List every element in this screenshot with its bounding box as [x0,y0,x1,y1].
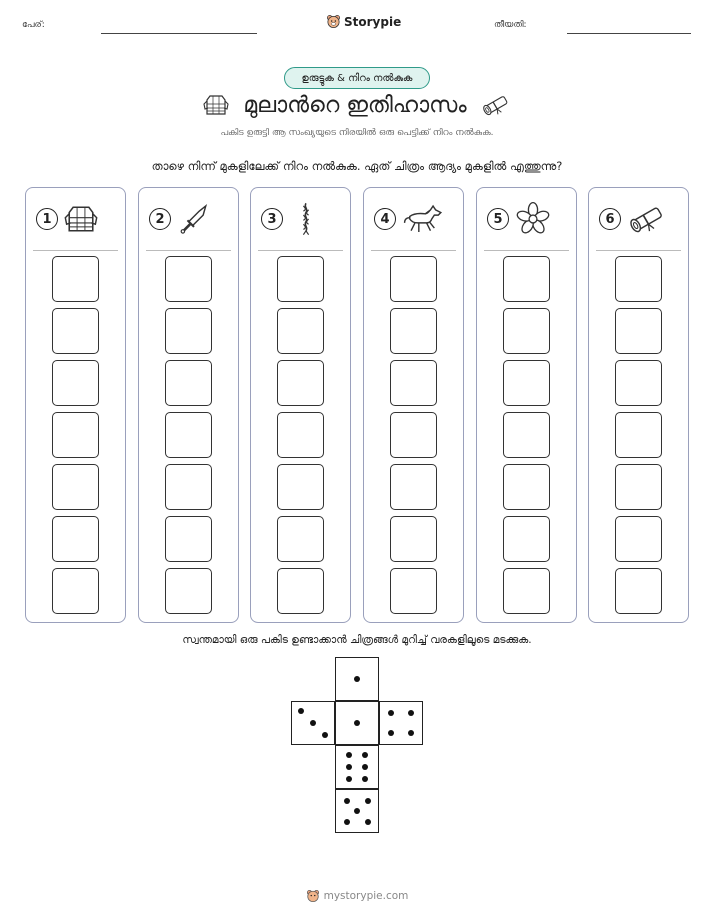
name-label: പേര്: [22,20,45,30]
die-pip [362,764,368,770]
column-header [261,202,323,236]
color-box[interactable] [52,360,99,406]
column-number: 6 [599,208,621,230]
color-box[interactable] [503,568,550,614]
color-box[interactable] [615,360,662,406]
color-box[interactable] [503,308,550,354]
column-6 [588,187,689,623]
color-box[interactable] [165,412,212,458]
column-number: 4 [374,208,396,230]
color-box[interactable] [615,308,662,354]
column-header [487,202,551,236]
color-box[interactable] [165,516,212,562]
bear-logo-icon [306,889,320,903]
armor-icon [64,202,98,236]
activity-badge: ഉരുട്ടുക & നിറം നൽകുക [284,67,430,89]
column-5 [476,187,577,623]
die-face-1 [335,657,379,701]
scroll-icon [627,202,667,236]
color-box[interactable] [52,464,99,510]
color-box[interactable] [277,360,324,406]
armor-icon [203,92,229,118]
sword-icon [177,202,211,236]
die-pip [365,819,371,825]
die-pip [344,798,350,804]
die-pip [362,752,368,758]
color-box[interactable] [277,568,324,614]
color-box[interactable] [390,412,437,458]
column-number: 3 [261,208,283,230]
die-pip [310,720,316,726]
die-pip [322,732,328,738]
die-pip [346,764,352,770]
flower-icon [515,202,551,236]
braid-icon [289,202,323,236]
column-number: 5 [487,208,509,230]
color-box[interactable] [503,464,550,510]
die-pip [298,708,304,714]
footer-url: mystorypie.com [323,890,409,902]
color-box[interactable] [615,464,662,510]
color-box[interactable] [165,464,212,510]
die-face-6 [335,745,379,789]
die-pip [362,776,368,782]
die-face-2 [291,701,335,745]
column-number: 1 [36,208,58,230]
color-box[interactable] [277,308,324,354]
die-pip [388,710,394,716]
color-box[interactable] [390,568,437,614]
die-pip [344,819,350,825]
color-box[interactable] [390,308,437,354]
color-box[interactable] [503,360,550,406]
color-box[interactable] [615,516,662,562]
die-pip [354,676,360,682]
die-pip [346,752,352,758]
color-box[interactable] [277,464,324,510]
column-divider [596,250,681,251]
column-header [36,202,98,236]
footer [0,889,714,903]
die-face-5 [335,789,379,833]
die-pip [408,710,414,716]
horse-icon [402,202,446,236]
color-box[interactable] [390,516,437,562]
color-box[interactable] [615,568,662,614]
color-box[interactable] [390,464,437,510]
color-box[interactable] [615,256,662,302]
color-box[interactable] [165,256,212,302]
color-box[interactable] [52,308,99,354]
fold-instruction: സ്വന്തമായി ഒരു പകിട ഉണ്ടാക്കാൻ ചിത്രങ്ങൾ മുറിച്ച് വരകളിലൂടെ മടക്കുക. [182,634,532,646]
color-box[interactable] [165,308,212,354]
column-1 [25,187,126,623]
color-box[interactable] [503,412,550,458]
column-divider [371,250,456,251]
die-face-1-center [335,701,379,745]
column-divider [33,250,118,251]
die-pip [354,720,360,726]
column-divider [146,250,231,251]
color-box[interactable] [277,412,324,458]
color-box[interactable] [52,568,99,614]
color-box[interactable] [503,256,550,302]
die-pip [388,730,394,736]
scroll-icon [481,92,511,118]
column-header [374,202,446,236]
column-3 [250,187,351,623]
die-pip [408,730,414,736]
column-number: 2 [149,208,171,230]
page-title: മുലാൻറെ ഇതിഹാസം [243,92,467,118]
die-pip [365,798,371,804]
color-box[interactable] [52,412,99,458]
color-box[interactable] [390,256,437,302]
column-header [149,202,211,236]
die-pip [354,808,360,814]
die-face-4 [379,701,423,745]
date-label: തീയതി: [494,20,527,30]
die-pip [346,776,352,782]
brand-logo [326,14,401,29]
column-divider [484,250,569,251]
color-box[interactable] [52,516,99,562]
subtitle: പകിട ഉരുട്ടി ആ സംഖ്യയുടെ നിരയിൽ ഒരു പെട്ടിക്ക് നിറം നൽകുക. [220,128,494,138]
name-line [101,33,257,34]
column-divider [258,250,343,251]
color-box[interactable] [277,256,324,302]
column-2 [138,187,239,623]
color-box[interactable] [277,516,324,562]
color-box[interactable] [165,568,212,614]
title-row [0,92,714,118]
instruction-text: താഴെ നിന്ന് മുകളിലേക്ക് നിറം നൽകുക. ഏത് ചിത്രം ആദ്യം മുകളിൽ എത്തുന്നു? [151,159,563,173]
brand-name: Storypie [344,14,402,29]
color-box[interactable] [503,516,550,562]
bear-logo-icon [326,14,341,29]
column-4 [363,187,464,623]
date-line [567,33,691,34]
color-box[interactable] [390,360,437,406]
column-header [599,202,667,236]
color-box[interactable] [52,256,99,302]
color-box[interactable] [615,412,662,458]
color-box[interactable] [165,360,212,406]
